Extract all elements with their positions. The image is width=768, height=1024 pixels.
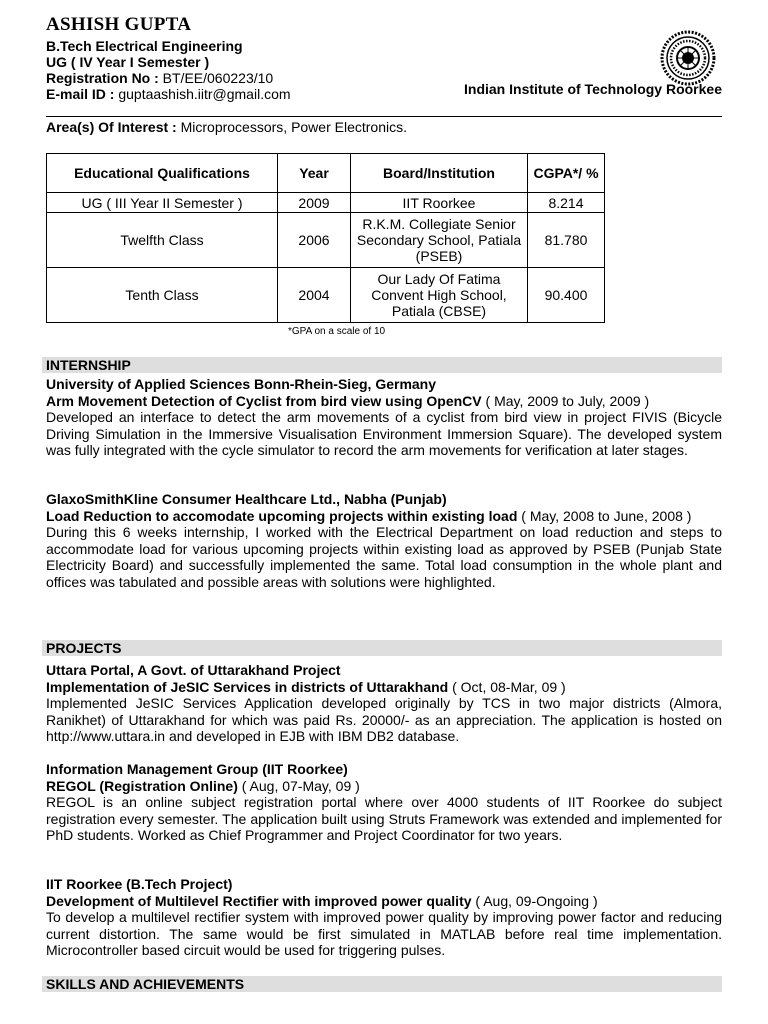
internship-title: Arm Movement Detection of Cyclist from bird view using OpenCV xyxy=(46,392,482,409)
internship-dates: ( May, 2008 to June, 2008 ) xyxy=(517,507,692,524)
table-cell: 2009 xyxy=(278,193,351,213)
project-item xyxy=(46,761,722,844)
interest-label: Area(s) Of Interest : xyxy=(46,119,177,135)
project-title: Implementation of JeSIC Services in districts of Uttarakhand xyxy=(46,678,449,695)
email-line xyxy=(46,86,291,102)
iit-roorkee-logo xyxy=(660,30,716,86)
table-cell: Our Lady Of Fatima Convent High School, Patiala (CBSE) xyxy=(351,268,528,323)
registration-line xyxy=(46,70,273,86)
internship-heading: INTERNSHIP xyxy=(42,357,722,373)
registration-label: Registration No : xyxy=(46,70,159,86)
table-cell: IIT Roorkee xyxy=(351,193,528,213)
table-row xyxy=(47,193,605,213)
project-item xyxy=(46,876,722,959)
internship-item xyxy=(46,491,722,590)
internship-description: During this 6 weeks internship, I worked with the Electrical Department on load reduction and steps to accommodate load for various upcoming projects within existing load as approved by PSEB (Punjab State Electricity Board) and successfully implemented the same. Total load consumption in the whole plant and offices was tabulated and possible areas with solutions were highlighted. xyxy=(46,524,722,590)
table-cell: R.K.M. Collegiate Senior Secondary School, Patiala (PSEB) xyxy=(351,213,528,268)
table-row xyxy=(47,268,605,323)
project-title: Development of Multilevel Rectifier with improved power quality xyxy=(46,892,472,909)
internship-dates: ( May, 2009 to July, 2009 ) xyxy=(481,392,650,409)
year-semester: UG ( IV Year I Semester ) xyxy=(46,54,210,70)
registration-value: BT/EE/060223/10 xyxy=(162,70,274,86)
project-title: REGOL (Registration Online) xyxy=(46,777,238,794)
degree: B.Tech Electrical Engineering xyxy=(46,38,243,54)
education-table xyxy=(46,153,605,323)
table-cell: UG ( III Year II Semester ) xyxy=(47,193,278,213)
header-divider xyxy=(46,116,722,117)
gpa-footnote: *GPA on a scale of 10 xyxy=(288,326,386,337)
project-description: REGOL is an online subject registration portal where over 4000 students of IIT Roorkee do subject registration every semester. The application built using Struts Framework was extended and implemented for PhD students. Worked as Chief Programmer and Project Coordinator for two years. xyxy=(46,794,722,843)
table-cell: Twelfth Class xyxy=(47,213,278,268)
internship-item xyxy=(46,376,722,459)
skills-heading: SKILLS AND ACHIEVEMENTS xyxy=(42,976,722,992)
interest-value: Microprocessors, Power Electronics. xyxy=(180,119,407,135)
institute-name: Indian Institute of Technology Roorkee xyxy=(464,81,722,97)
col-board: Board/Institution xyxy=(351,154,528,193)
table-cell: Tenth Class xyxy=(47,268,278,323)
table-cell: 8.214 xyxy=(528,193,605,213)
candidate-name: ASHISH GUPTA xyxy=(46,14,192,35)
internship-description: Developed an interface to detect the arm movements of a cyclist from bird view in project FIVIS (Bicycle Driving Simulation in the Immersive Visualisation Environment Immersion Square). The developed system was fully integrated with the cycle simulator to record the arm movements for verification at later stages. xyxy=(46,409,722,458)
email-label: E-mail ID : xyxy=(46,86,115,102)
projects-heading: PROJECTS xyxy=(42,640,722,656)
col-cgpa: CGPA*/ % xyxy=(528,154,605,193)
project-org: IIT Roorkee (B.Tech Project) xyxy=(46,876,233,892)
project-item xyxy=(46,662,722,745)
project-org: Information Management Group (IIT Roorkee) xyxy=(46,761,348,777)
internship-title: Load Reduction to accomodate upcoming projects within existing load xyxy=(46,507,518,524)
table-row xyxy=(47,213,605,268)
email-value[interactable]: guptaashish.iitr@gmail.com xyxy=(118,86,291,102)
table-cell: 81.780 xyxy=(528,213,605,268)
project-org: Uttara Portal, A Govt. of Uttarakhand Project xyxy=(46,662,341,678)
table-cell: 2004 xyxy=(278,268,351,323)
internship-org: GlaxoSmithKline Consumer Healthcare Ltd., Nabha (Punjab) xyxy=(46,491,447,507)
project-description: To develop a multilevel rectifier system with improved power quality by improving power factor and reducing current distortion. The same would be first simulated in MATLAB before real time implementation. Microcontroller based circuit would be used for triggering pulses. xyxy=(46,909,722,958)
project-dates: ( Aug, 09-Ongoing ) xyxy=(471,892,598,909)
internship-org: University of Applied Sciences Bonn-Rhein-Sieg, Germany xyxy=(46,376,437,392)
table-cell: 90.400 xyxy=(528,268,605,323)
areas-of-interest xyxy=(46,119,407,135)
col-qualification: Educational Qualifications xyxy=(47,154,278,193)
table-cell: 2006 xyxy=(278,213,351,268)
table-header-row xyxy=(47,154,605,193)
project-dates: ( Oct, 08-Mar, 09 ) xyxy=(448,678,566,695)
project-description: Implemented JeSIC Services Application developed originally by TCS in two major districts (Almora, Ranikhet) of Uttarakhand for which was paid Rs. 20000/- as an appreciation. The application is hosted on http://www.uttara.in and developed in EJB with IBM DB2 database. xyxy=(46,695,722,744)
project-dates: ( Aug, 07-May, 09 ) xyxy=(237,777,360,794)
col-year: Year xyxy=(278,154,351,193)
